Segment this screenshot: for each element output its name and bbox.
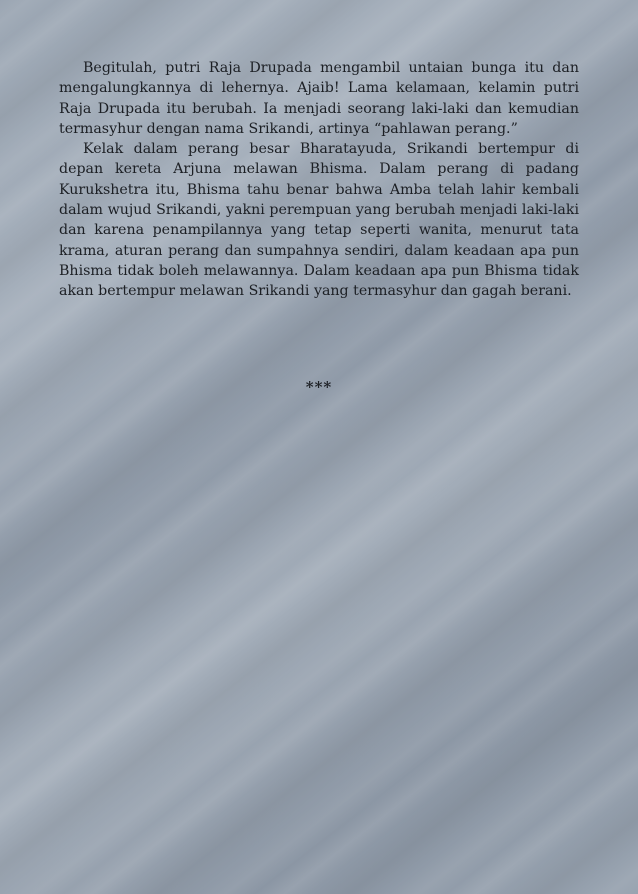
paragraph-1: Begitulah, putri Raja Drupada mengambil untaian bunga itu dan mengalungkannya di lehernya. Ajaib! Lama kelamaan, kelamin putri Raja Drupada itu berubah. Ia menjadi seorang laki-laki dan kemudian termasyhur dengan nama Srikandi, artinya “pahlawan perang.” (59, 60, 579, 137)
paragraph-2: Kelak dalam perang besar Bharatayuda, Srikandi bertempur di depan kereta Arjuna melawan Bhisma. Dalam perang di padang Kurukshetra itu, Bhisma tahu benar bahwa Amba telah lahir kembali dalam wujud Srikandi, yakni perempuan yang berubah menjadi laki-laki dan karena penampilannya yang tetap seperti wanita, menurut tata krama, aturan perang dan sumpahnya sendiri, dalam keadaan apa pun Bhisma tidak boleh melawannya. Dalam keadaan apa pun Bhisma tidak akan bertempur melawan Srikandi yang termasyhur dan gagah berani. (59, 141, 579, 300)
body-text (59, 58, 579, 302)
section-separator: *** (305, 378, 333, 396)
